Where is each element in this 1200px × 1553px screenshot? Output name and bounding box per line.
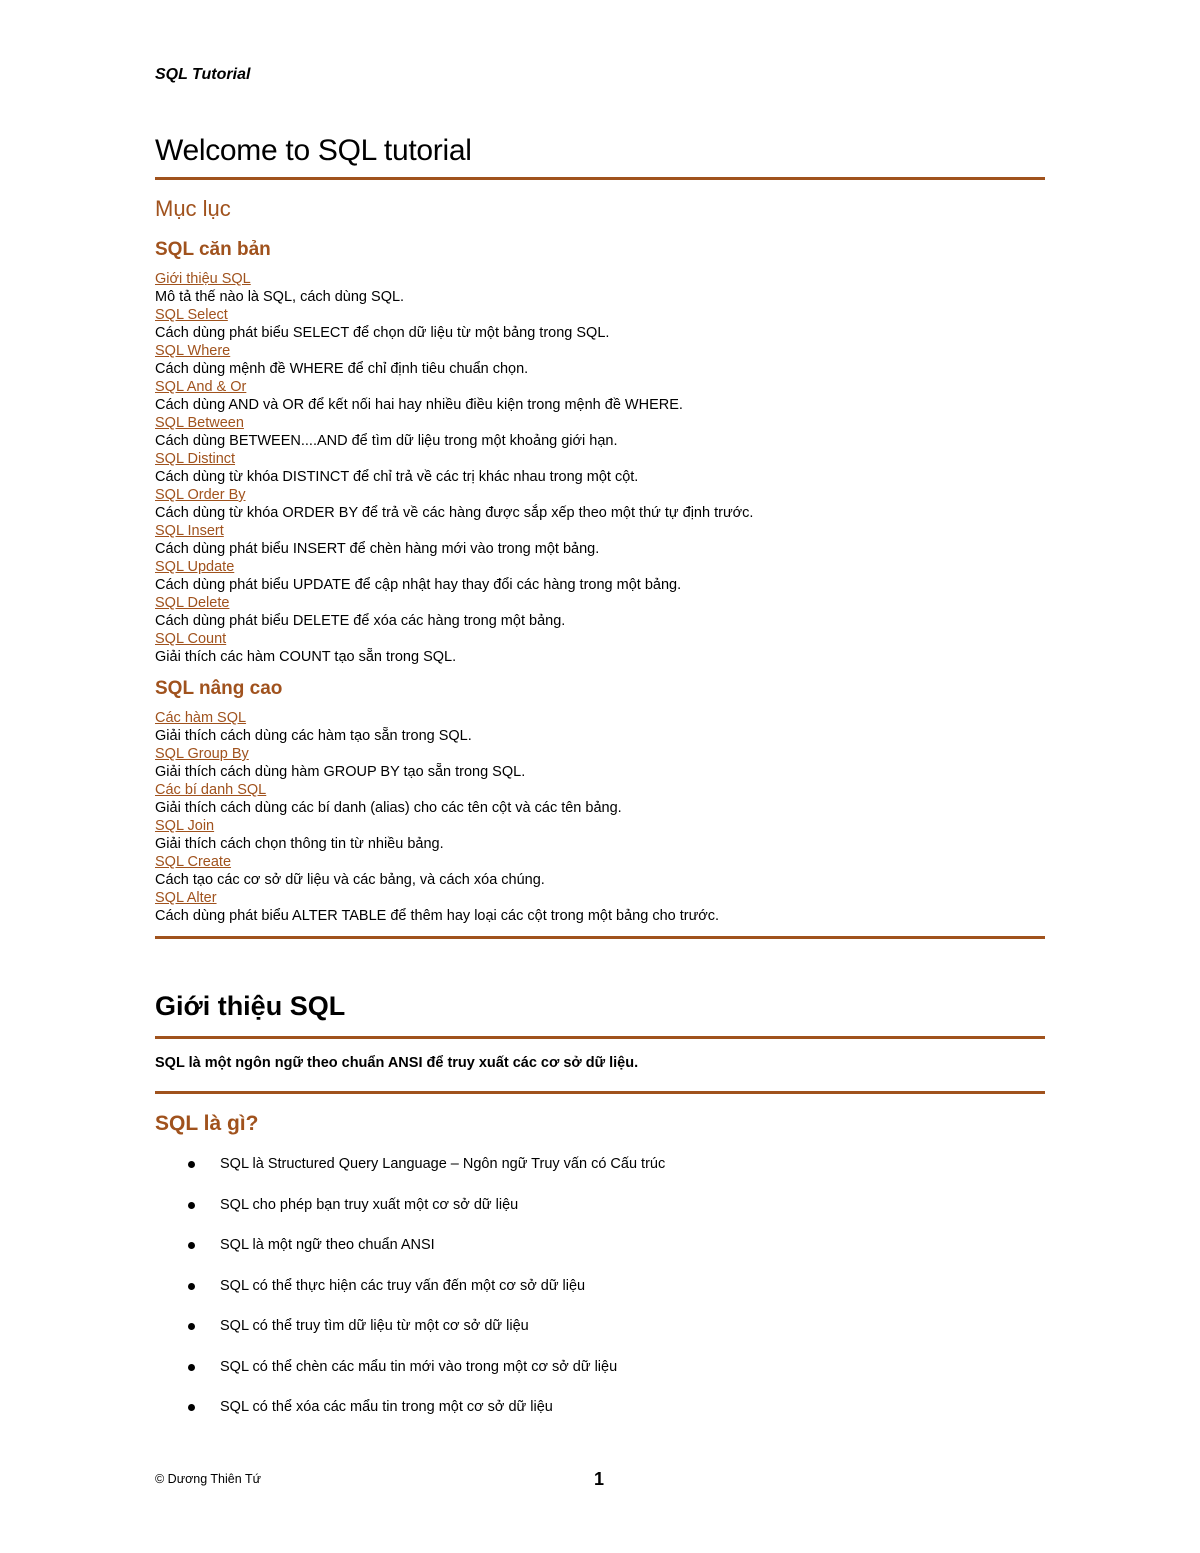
toc-link-sql-insert[interactable]: SQL Insert [155,523,224,539]
list-item-text: SQL có thể xóa các mẩu tin trong một cơ sở dữ liệu [220,1399,553,1415]
toc-link-sql-create[interactable]: SQL Create [155,854,232,870]
toc-link-sql-select[interactable]: SQL Select [155,307,228,323]
basic-section-heading: SQL căn bản [155,239,271,260]
toc-entry [155,414,1045,450]
toc-link-sql-join[interactable]: SQL Join [155,818,215,834]
toc-entry [155,486,1045,522]
toc-description: Cách dùng phát biểu SELECT để chọn dữ liệu từ một bảng trong SQL. [155,325,610,341]
toc-link-sql-delete[interactable]: SQL Delete [155,595,230,611]
toc-description: Giải thích cách dùng hàm GROUP BY tạo sẵn trong SQL. [155,764,526,780]
list-item-text: SQL là một ngữ theo chuẩn ANSI [220,1237,435,1253]
document-body [155,132,1045,1439]
intro-heading: Giới thiệu SQL [155,991,346,1021]
list-item [155,1317,1045,1335]
toc-link-cac-ham-sql[interactable]: Các hàm SQL [155,710,247,726]
toc-description: Giải thích cách chọn thông tin từ nhiều bảng. [155,836,444,852]
bullet-icon [188,1202,195,1209]
toc-description: Cách dùng phát biểu INSERT để chèn hàng mới vào trong một bảng. [155,541,600,557]
page-title: Welcome to SQL tutorial [155,134,472,167]
toc-heading: Mục lục [155,196,231,221]
toc-description: Cách dùng từ khóa DISTINCT để chỉ trả về các trị khác nhau trong một cột. [155,469,639,485]
toc-entry [155,558,1045,594]
toc-entry [155,889,1045,925]
toc-entry [155,781,1045,817]
toc-description: Giải thích cách dùng các hàm tạo sẵn trong SQL. [155,728,472,744]
toc-link-sql-group-by[interactable]: SQL Group By [155,746,249,762]
toc-description: Cách dùng phát biểu UPDATE để cập nhật hay thay đổi các hàng trong một bảng. [155,577,682,593]
toc-entry [155,853,1045,889]
toc-entry [155,745,1045,781]
bullet-icon [188,1364,195,1371]
bullet-icon [188,1404,195,1411]
divider [155,1036,1045,1039]
list-item [155,1236,1045,1254]
toc-description: Mô tả thế nào là SQL, cách dùng SQL. [155,289,405,305]
divider [155,1091,1045,1094]
bullet-icon [188,1283,195,1290]
divider [155,177,1045,180]
list-item-text: SQL là Structured Query Language – Ngôn ngữ Truy vấn có Cấu trúc [220,1156,666,1172]
toc-description: Cách dùng BETWEEN....AND để tìm dữ liệu trong một khoảng giới hạn. [155,433,618,449]
toc-description: Cách dùng phát biểu DELETE để xóa các hàng trong một bảng. [155,613,566,629]
list-item-text: SQL có thể thực hiện các truy vấn đến một cơ sở dữ liệu [220,1277,586,1294]
page-header: SQL Tutorial [155,66,251,83]
list-item [155,1358,1045,1376]
list-item-text: SQL có thể truy tìm dữ liệu từ một cơ sở dữ liệu [220,1318,529,1334]
toc-entry [155,306,1045,342]
toc-entry [155,378,1045,414]
toc-description: Cách dùng mệnh đề WHERE để chỉ định tiêu chuẩn chọn. [155,361,529,377]
toc-entry [155,342,1045,378]
basic-toc-list [155,270,1045,666]
toc-link-sql-order-by[interactable]: SQL Order By [155,487,246,503]
bullet-icon [188,1323,195,1330]
toc-entry [155,270,1045,306]
what-is-sql-heading: SQL là gì? [155,1112,259,1135]
toc-link-sql-between[interactable]: SQL Between [155,415,244,431]
toc-link-sql-distinct[interactable]: SQL Distinct [155,451,236,467]
toc-entry [155,594,1045,630]
toc-link-sql-where[interactable]: SQL Where [155,343,231,359]
list-item [155,1398,1045,1416]
list-item-text: SQL có thể chèn các mẩu tin mới vào trong một cơ sở dữ liệu [220,1358,618,1375]
intro-lead: SQL là một ngôn ngữ theo chuẩn ANSI để truy xuất các cơ sở dữ liệu. [155,1055,639,1071]
toc-entry [155,522,1045,558]
advanced-toc-list [155,709,1045,925]
toc-entry [155,709,1045,745]
footer-copyright: © Dương Thiên Tứ [155,1472,261,1486]
page-number: 1 [594,1469,605,1489]
toc-entry [155,817,1045,853]
toc-link-sql-alter[interactable]: SQL Alter [155,890,217,906]
toc-description: Cách dùng AND và OR để kết nối hai hay nhiều điều kiện trong mệnh đề WHERE. [155,397,683,413]
toc-description: Cách dùng từ khóa ORDER BY để trả về các hàng được sắp xếp theo một thứ tự định trước. [155,505,754,521]
list-item [155,1155,1045,1173]
toc-description: Cách dùng phát biểu ALTER TABLE để thêm hay loại các cột trong một bảng cho trước. [155,908,720,924]
bullet-icon [188,1242,195,1249]
toc-description: Giải thích cách dùng các bí danh (alias) cho các tên cột và các tên bảng. [155,800,622,816]
toc-entry [155,630,1045,666]
toc-description: Cách tạo các cơ sở dữ liệu và các bảng, và cách xóa chúng. [155,872,545,888]
toc-link-sql-update[interactable]: SQL Update [155,559,235,575]
toc-link-sql-count[interactable]: SQL Count [155,631,227,647]
toc-link-gioi-thieu-sql[interactable]: Giới thiệu SQL [155,271,251,287]
list-item [155,1196,1045,1214]
toc-link-cac-bi-danh-sql[interactable]: Các bí danh SQL [155,782,267,798]
divider [155,936,1045,939]
toc-entry [155,450,1045,486]
toc-link-sql-and-or[interactable]: SQL And & Or [155,379,247,395]
bullet-icon [188,1161,195,1168]
list-item-text: SQL cho phép bạn truy xuất một cơ sở dữ liệu [220,1196,519,1213]
what-is-sql-list [155,1155,1045,1416]
toc-description: Giải thích các hàm COUNT tạo sẵn trong SQL. [155,649,457,665]
list-item [155,1277,1045,1295]
advanced-section-heading: SQL nâng cao [155,678,283,699]
